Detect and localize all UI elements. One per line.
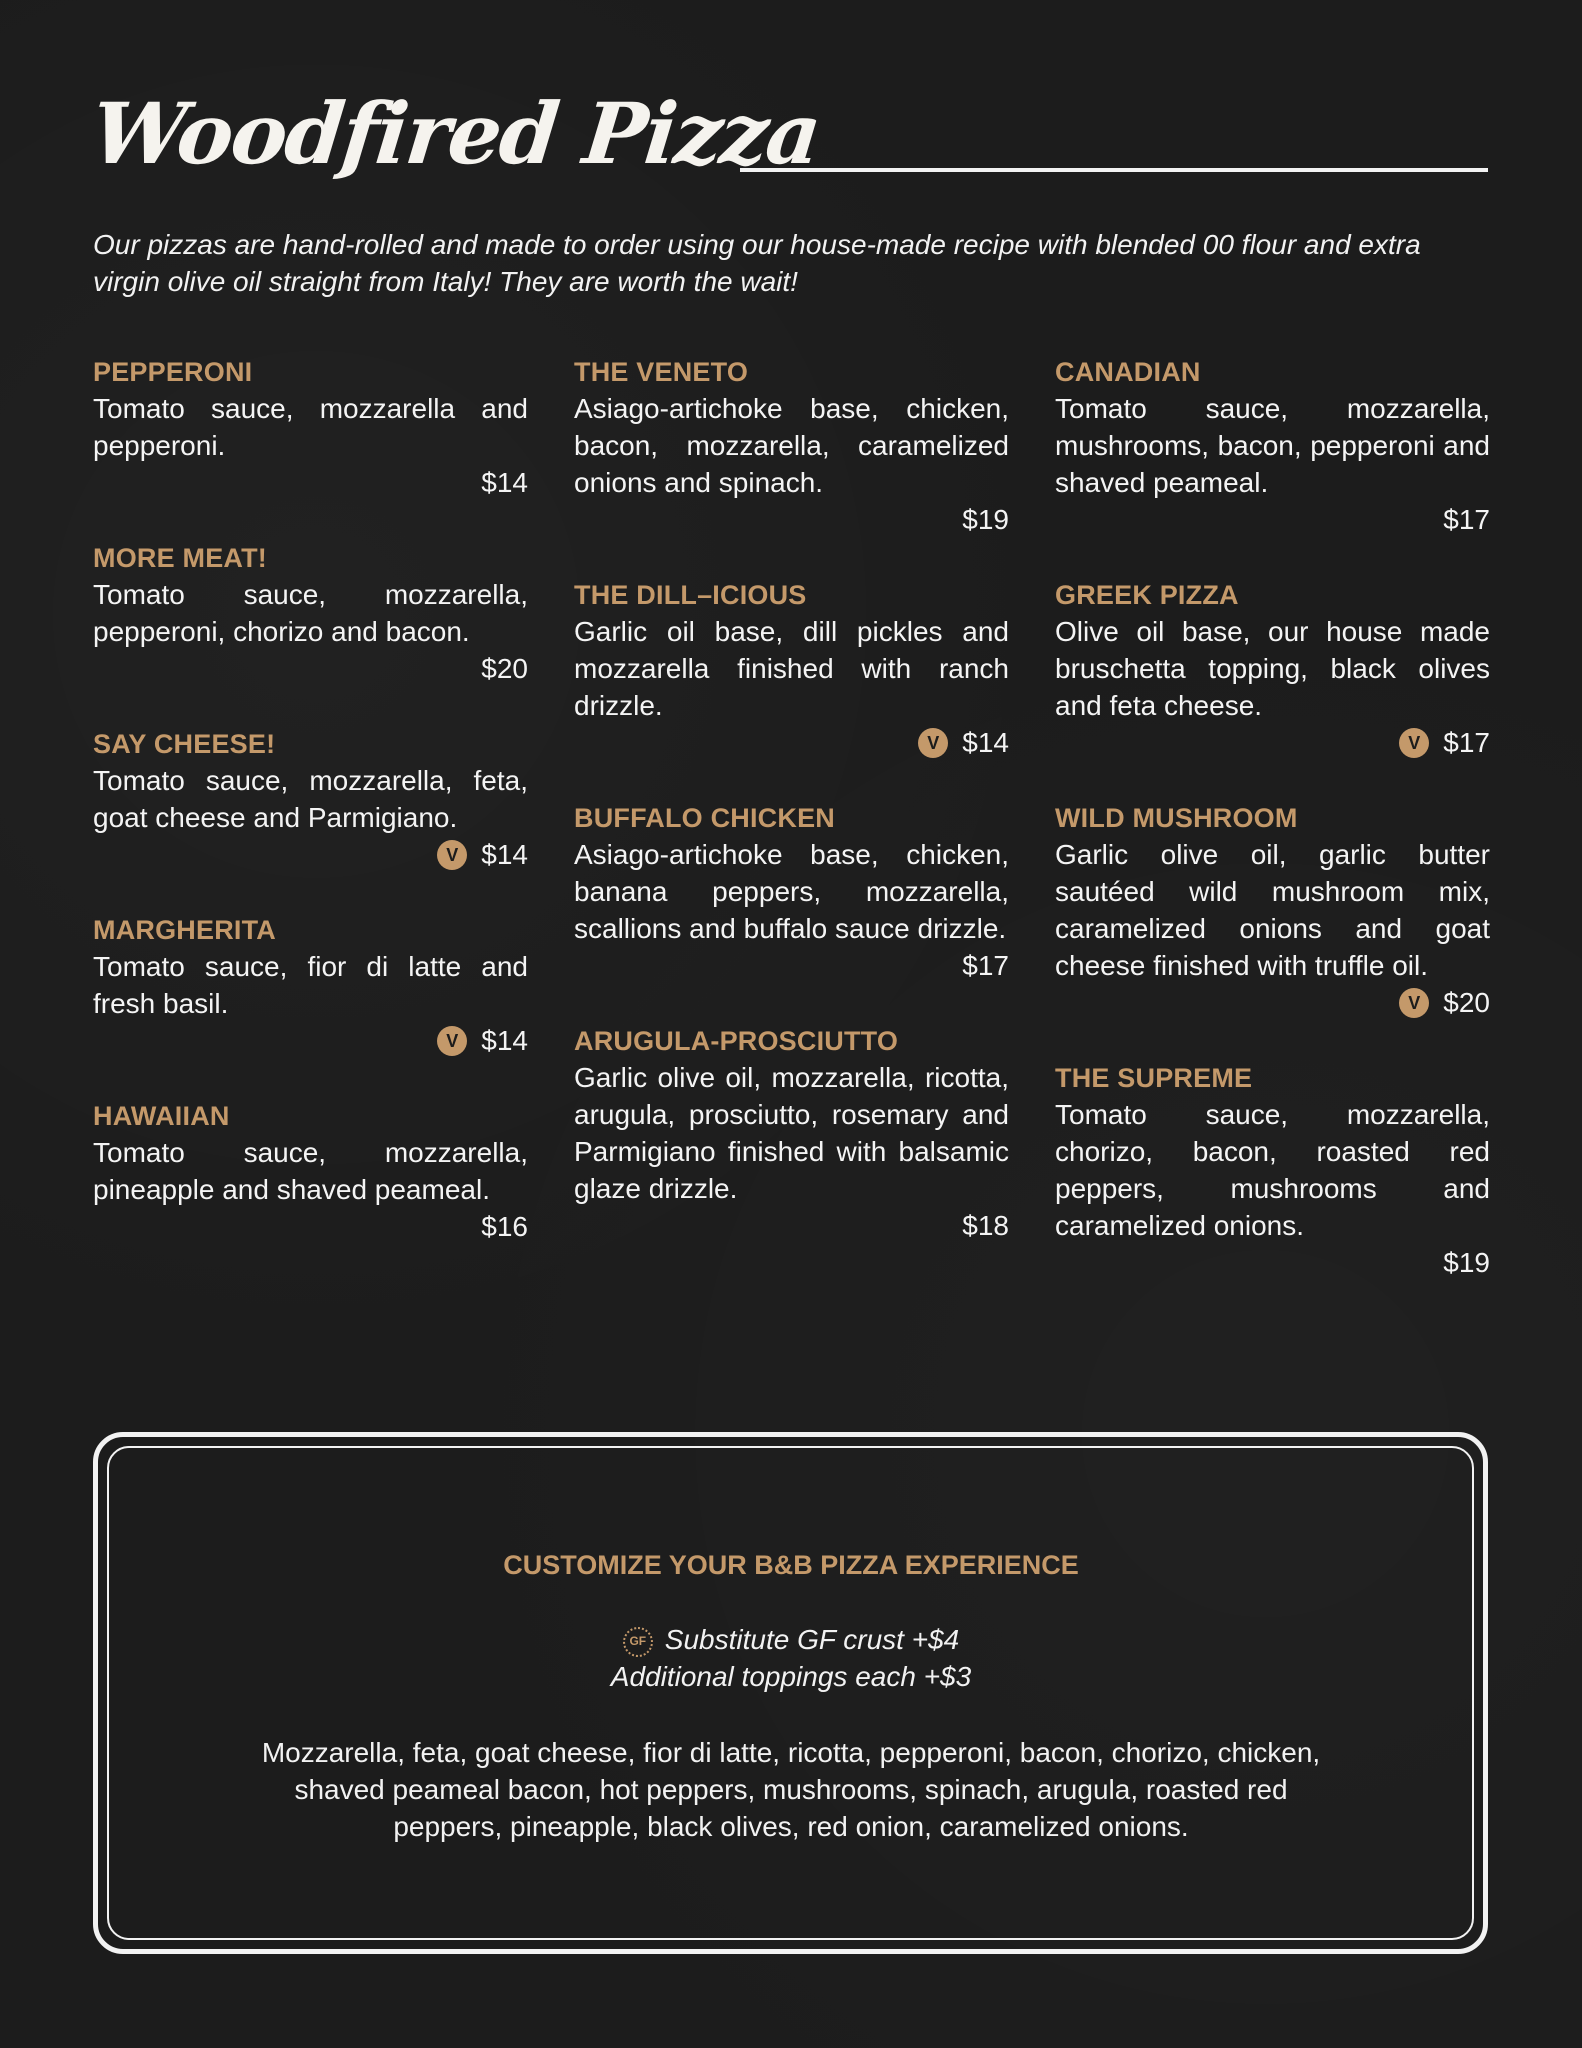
menu-item-price: $16	[481, 1211, 528, 1242]
menu-item-description: Tomato sauce, mozzarella and pepperoni.	[93, 393, 528, 461]
menu-item-name: CANADIAN	[1055, 357, 1201, 387]
page-title: Woodfired Pizza	[86, 84, 825, 183]
menu-item	[1055, 800, 1490, 1021]
menu-item-name: HAWAIIAN	[93, 1101, 230, 1131]
vegetarian-icon: V	[1399, 728, 1429, 758]
menu-item	[93, 912, 528, 1059]
menu-item-description: Tomato sauce, mozzarella, pineapple and shaved peameal.	[93, 1137, 528, 1205]
vegetarian-icon: V	[437, 1026, 467, 1056]
menu-item-price-row	[93, 1022, 528, 1059]
menu-item-name: THE DILL–ICIOUS	[574, 580, 807, 610]
menu-item-price: $17	[962, 950, 1009, 981]
gluten-free-icon: GF	[623, 1627, 653, 1657]
vegetarian-icon: V	[1399, 988, 1429, 1018]
menu-item-price: $18	[962, 1210, 1009, 1241]
menu-item-description: Asiago-artichoke base, chicken, banana peppers, mozzarella, scallions and buffalo sauce drizzle.	[574, 839, 1009, 944]
vegetarian-icon: V	[437, 840, 467, 870]
menu-item-price-row	[93, 1208, 528, 1245]
menu-item-name: WILD MUSHROOM	[1055, 803, 1298, 833]
menu-item-name: MARGHERITA	[93, 915, 276, 945]
menu-item-price: $14	[481, 1025, 528, 1056]
menu-item-description: Tomato sauce, mozzarella, chorizo, bacon, roasted red peppers, mushrooms and caramelized onions.	[1055, 1099, 1490, 1241]
customize-title: CUSTOMIZE YOUR B&B PIZZA EXPERIENCE	[503, 1550, 1079, 1580]
menu-item-name: GREEK PIZZA	[1055, 580, 1239, 610]
menu-item-price: $14	[962, 727, 1009, 758]
menu-item-description: Asiago-artichoke base, chicken, bacon, mozzarella, caramelized onions and spinach.	[574, 393, 1009, 498]
menu-item-price-row	[574, 501, 1009, 538]
menu-item	[93, 726, 528, 873]
menu-item-price: $19	[1443, 1247, 1490, 1278]
menu-item-price: $20	[1443, 987, 1490, 1018]
title-divider	[740, 168, 1488, 172]
menu-item-price-row	[93, 464, 528, 501]
menu-item-description: Garlic oil base, dill pickles and mozzarella finished with ranch drizzle.	[574, 616, 1009, 721]
menu-item-price: $17	[1443, 504, 1490, 535]
menu-item-price: $19	[962, 504, 1009, 535]
menu-item-name: SAY CHEESE!	[93, 729, 276, 759]
menu-item-name: BUFFALO CHICKEN	[574, 803, 835, 833]
menu-item-price-row	[93, 836, 528, 873]
additional-toppings-line: Additional toppings each +$3	[610, 1661, 972, 1692]
intro-text: Our pizzas are hand-rolled and made to order using our house-made recipe with blended 00 flour and extra virgin olive oil straight from Italy! They are worth the wait!	[93, 229, 1421, 297]
menu-item	[93, 354, 528, 501]
menu-item-description: Garlic olive oil, garlic butter sautéed wild mushroom mix, caramelized onions and goat cheese finished with truffle oil.	[1055, 839, 1490, 981]
menu-item	[1055, 1060, 1490, 1281]
menu-item-price-row	[574, 724, 1009, 761]
menu-item-price-row	[574, 947, 1009, 984]
menu-item-name: THE VENETO	[574, 357, 749, 387]
menu-item-name: ARUGULA-PROSCIUTTO	[574, 1026, 899, 1056]
menu-column-1	[93, 354, 528, 1284]
menu-item-price-row	[1055, 984, 1490, 1021]
menu-item-price-row	[93, 650, 528, 687]
menu-column-2	[574, 354, 1009, 1283]
menu-item	[574, 577, 1009, 761]
menu-item-price: $14	[481, 839, 528, 870]
menu-item-price-row	[1055, 1244, 1490, 1281]
menu-column-3	[1055, 354, 1490, 1320]
menu-item-price: $14	[481, 467, 528, 498]
vegetarian-icon: V	[918, 728, 948, 758]
gf-crust-line	[0, 1621, 1582, 1658]
menu-item-name: PEPPERONI	[93, 357, 253, 387]
menu-item	[93, 540, 528, 687]
menu-item-description: Tomato sauce, mozzarella, feta, goat cheese and Parmigiano.	[93, 765, 528, 833]
menu-item	[574, 800, 1009, 984]
menu-item	[1055, 577, 1490, 761]
menu-item-name: MORE MEAT!	[93, 543, 267, 573]
menu-item	[1055, 354, 1490, 538]
menu-item-price-row	[1055, 724, 1490, 761]
toppings-list: Mozzarella, feta, goat cheese, fior di latte, ricotta, pepperoni, bacon, chorizo, chicken, shaved peameal bacon, hot peppers, mushrooms, spinach, arugula, roasted red peppers, pineapple, black olives, red onion, caramelized onions.	[261, 1737, 1321, 1842]
menu-item-description: Tomato sauce, mozzarella, pepperoni, chorizo and bacon.	[93, 579, 528, 647]
menu-item-price-row	[574, 1207, 1009, 1244]
menu-item-description: Tomato sauce, fior di latte and fresh basil.	[93, 951, 528, 1019]
gf-crust-text: Substitute GF crust +$4	[664, 1624, 960, 1655]
menu-item	[93, 1098, 528, 1245]
menu-item-description: Garlic olive oil, mozzarella, ricotta, arugula, prosciutto, rosemary and Parmigiano finished with balsamic glaze drizzle.	[574, 1062, 1009, 1204]
menu-item-price: $17	[1443, 727, 1490, 758]
menu-item-description: Tomato sauce, mozzarella, mushrooms, bacon, pepperoni and shaved peameal.	[1055, 393, 1490, 498]
menu-item	[574, 1023, 1009, 1244]
menu-item-price-row	[1055, 501, 1490, 538]
menu-item-price: $20	[481, 653, 528, 684]
menu-item	[574, 354, 1009, 538]
menu-item-name: THE SUPREME	[1055, 1063, 1253, 1093]
menu-item-description: Olive oil base, our house made bruschetta topping, black olives and feta cheese.	[1055, 616, 1490, 721]
